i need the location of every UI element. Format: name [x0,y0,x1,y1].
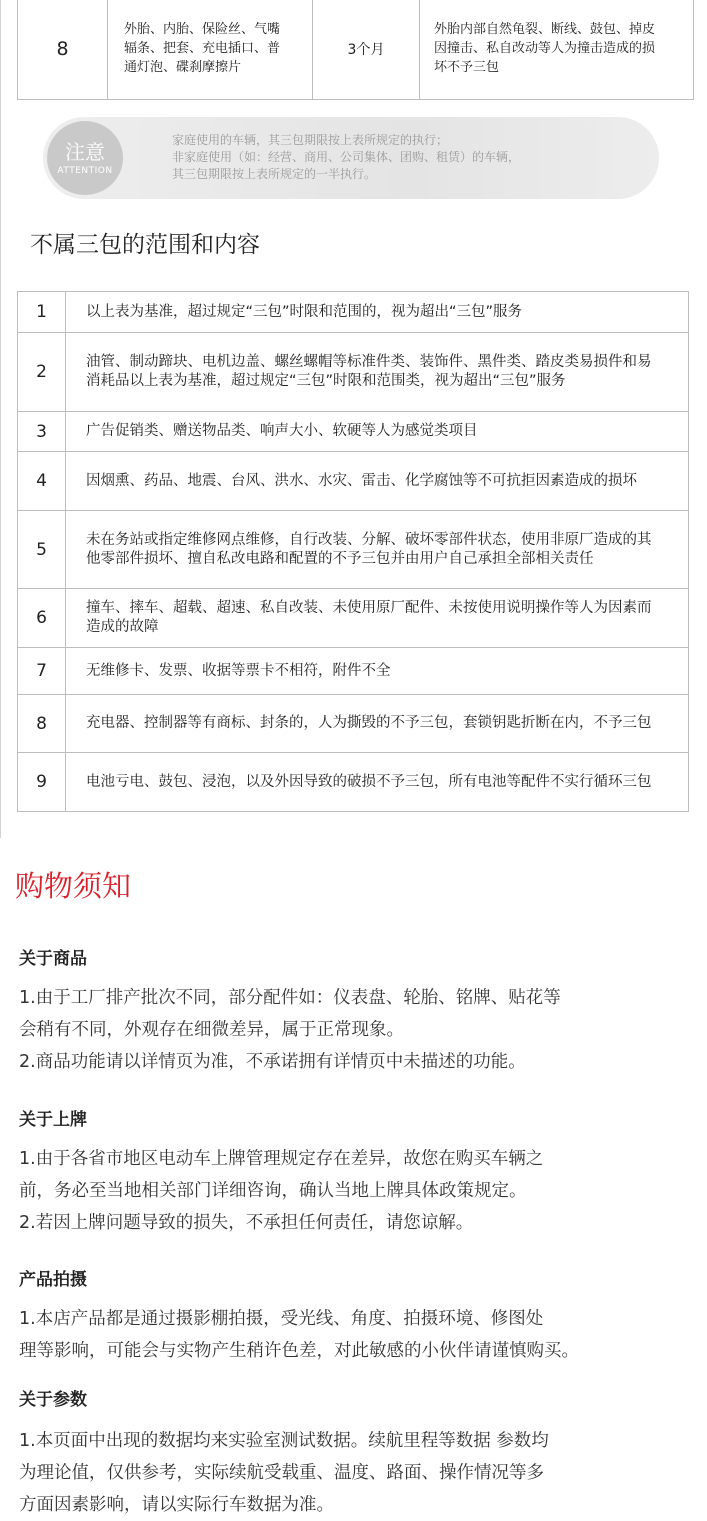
paragraph-line: 2.商品功能请以详情页为准，不承诺拥有详情页中未描述的功能。 [19,1052,526,1072]
paragraph-line: 1.由于各省市地区电动车上牌管理规定存在差异，故您在购买车辆之 [19,1149,544,1169]
paragraph-line: 1.本页面中出现的数据均来实验室测试数据。续航里程等数据 参数均 [19,1431,549,1451]
note-line: 外胎内部自然龟裂、断线、鼓包、掉皮 [434,22,656,37]
attention-text [172,132,520,183]
attention-badge [47,121,123,195]
warranty-table-row [17,0,694,100]
row-text: 广告促销类、赠送物品类、响声大小、软硬等人为感觉类项目 [86,423,478,439]
row-text: 油管、制动蹄块、电机边盖、螺丝螺帽等标准件类、装饰件、黑件类、踏皮类易损件和易消耗品以上表为基准，超过规定“三包”时限和范围类，视为超出“三包”服务 [86,354,652,389]
table-row [18,511,688,589]
table-row [18,753,688,811]
row-number: 2 [18,333,66,411]
shopping-notice-title: 购物须知 [15,869,132,903]
paragraph-line: 为理论值，仅供参考，实际续航受载重、温度、路面、操作情况等多 [19,1463,544,1483]
attention-notice [43,117,659,199]
row-text: 无维修卡、发票、收据等票卡不相符，附件不全 [86,662,391,679]
group-body-parameters [19,1425,691,1521]
note-line: 坏不予三包 [434,60,500,75]
section-divider [0,0,1,838]
attention-line: 家庭使用的车辆，其三包期限按上表所规定的执行； [172,133,449,147]
parts-line: 辐条、把套、充电插口、普 [124,41,281,56]
row-number: 1 [18,292,66,332]
exclusions-table [17,291,689,812]
table-row [18,412,688,452]
table-row [18,695,688,753]
paragraph-line: 2.若因上牌问题导致的损失，不承担任何责任，请您谅解。 [19,1213,474,1233]
row-text: 电池亏电、鼓包、浸泡，以及外因导致的破损不予三包，所有电池等配件不实行循环三包 [86,773,652,790]
row-number: 4 [18,452,66,510]
row-text: 撞车、摔车、超载、超速、私自改装、未使用原厂配件、未按使用说明操作等人为因素而造成的故障 [86,600,652,635]
paragraph-line: 1.由于工厂排产批次不同，部分配件如：仪表盘、轮胎、铭牌、贴花等 [19,988,561,1008]
group-title-registration: 关于上牌 [19,1110,87,1130]
row-text: 充电器、控制器等有商标、封条的，人为撕毁的不予三包，套锁钥匙折断在内，不予三包 [86,715,652,731]
row-number: 8 [18,695,66,752]
attention-line: 其三包期限按上表所规定的一半执行。 [172,167,377,181]
attention-badge-title: 注意 [65,139,105,164]
row-number: 9 [18,753,66,811]
paragraph-line: 会稍有不同，外观存在细微差异，属于正常现象。 [19,1020,404,1040]
table-row [18,292,688,333]
attention-badge-subtitle: ATTENTION [57,165,113,176]
row-number: 7 [18,648,66,694]
group-body-products [19,982,691,1078]
table-row [18,452,688,511]
group-body-photography [19,1303,691,1367]
parts-line: 外胎、内胎、保险丝、气嘴 [124,22,281,37]
row-text: 因烟熏、药品、地震、台风、洪水、水灾、雷击、化学腐蚀等不可抗拒因素造成的损坏 [86,472,637,489]
parts-line: 通灯泡、碟刹摩擦片 [124,60,242,75]
group-title-parameters: 关于参数 [19,1390,87,1410]
table-row [18,333,688,412]
row-text: 以上表为基准，超过规定“三包”时限和范围的，视为超出“三包”服务 [86,303,523,320]
table-row [18,589,688,648]
paragraph-line: 前，务必至当地相关部门详细咨询，确认当地上牌具体政策规定。 [19,1181,527,1201]
note-line: 因撞击、私自改动等人为撞击造成的损 [434,41,656,56]
row-number: 6 [18,589,66,647]
attention-line: 非家庭使用（如：经营、商用、公司集体、团购、租赁）的车辆， [172,150,521,164]
warranty-row-note [420,0,695,99]
row-text: 未在务站或指定维修网点维修，自行改装、分解、破坏零部件状态，使用非原厂造成的其他零部件损坏、擅自私改电路和配置的不予三包并由用户自己承担全部相关责任 [86,531,652,567]
paragraph-line: 理等影响，可能会与实物产生稍许色差，对此敏感的小伙伴请谨慎购买。 [19,1341,579,1361]
table-row [18,648,688,695]
warranty-row-parts [108,0,313,99]
warranty-row-number: 8 [18,0,108,99]
group-title-products: 关于商品 [19,949,87,969]
group-title-photography: 产品拍摄 [19,1270,87,1290]
paragraph-line: 1.本店产品都是通过摄影棚拍摄，受光线、角度、拍摄环境、修图处 [19,1309,544,1329]
warranty-row-period: 3个月 [313,0,420,99]
exclusions-heading: 不属三包的范围和内容 [30,232,260,258]
row-number: 3 [18,412,66,451]
group-body-registration [19,1143,691,1239]
paragraph-line: 方面因素影响，请以实际行车数据为准。 [19,1495,334,1515]
row-number: 5 [18,511,66,588]
